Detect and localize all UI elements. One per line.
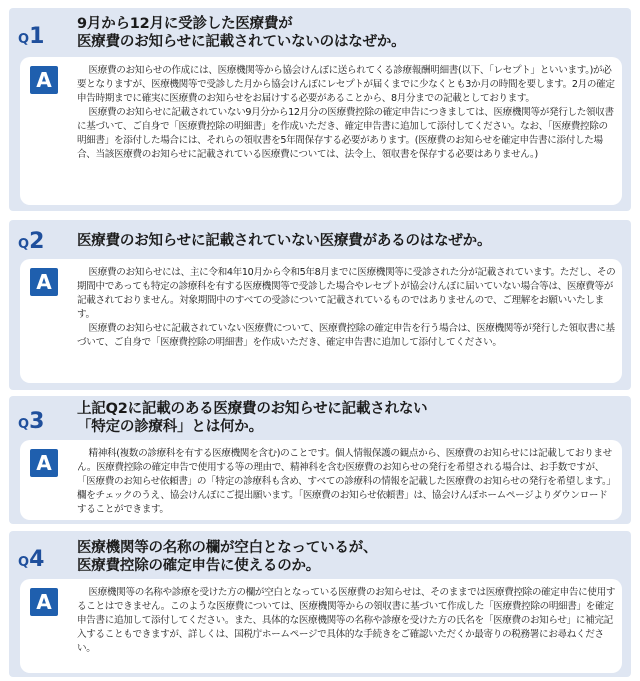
answer-3-paragraph-1: 精神科(複数の診療科を有する医療機関を含む)のことです。個人情報保護の観点から、医療費のお知らせには記載しておりません。医療費控除の確定申告で使用する等の理由で、精神科を含む医療費のお知らせの発行を希望される場合は、お手数ですが、「医療費のお知らせ依頼書」の「特定の診療科も含め、すべての診療科の情報を記載した医療費のお知らせの発行を希望します。」欄をチェックのうえ、協会けんぽにご提出願います。「医療費のお知らせ依頼書」は、協会けんぽホームページよりダウンロードすることができます。 — [77, 448, 616, 515]
q3-label: Q3 — [18, 409, 45, 434]
answer-4-text — [77, 586, 616, 656]
a2-badge: A — [30, 268, 58, 296]
q2-label: Q2 — [18, 229, 45, 254]
answer-1-paragraph-2: 医療費のお知らせに記載されていない9月分から12月分の医療費控除の確定申告につきましては、医療機関等が発行した領収書に基づいて、ご自身で「医療費控除の明細書」を作成いただき、確定申告書に追加して添付してください。なお、「医療費控除の明細書」を添付した場合には、それらの領収書を5年間保存する必要があります。(医療費のお知らせを確定申告書に添付した場合、当該医療費のお知らせに記載されている医療費については、法令上、領収書を保存する必要はありません。) — [77, 107, 614, 160]
q4-title-line-1: 医療機関等の名称の欄が空白となっているが、 — [77, 540, 378, 556]
q3-title-line-2: 「特定の診療科」とは何か。 — [77, 419, 263, 435]
answer-3-text — [77, 447, 616, 517]
answer-3 — [20, 440, 622, 520]
a4-badge: A — [30, 588, 58, 616]
answer-2 — [20, 259, 622, 383]
a3-badge: A — [30, 449, 58, 477]
qa-item-2 — [9, 220, 631, 390]
q4-title-line-2: 医療費控除の確定申告に使えるのか。 — [77, 558, 321, 574]
q4-label: Q4 — [18, 547, 45, 572]
q1-title — [77, 15, 623, 51]
answer-2-text — [77, 266, 616, 350]
q3-title — [77, 400, 623, 436]
q1-label: Q1 — [18, 24, 45, 49]
answer-4-paragraph-1: 医療機関等の名称や診療を受けた方の欄が空白となっている医療費のお知らせは、そのままでは医療費控除の確定申告に使用することはできません。このような医療費については、医療機関等からの領収書に基づいて作成した「医療費控除の明細書」を確定申告書に追加して添付してください。また、具体的な医療機関等の名称や診療を受けた方の氏名を「医療費のお知らせ」に補完記入することもできますが、詳しくは、国税庁ホームページで具体的な手続きをご確認いただくか最寄りの税務署にお尋ねください。 — [77, 587, 616, 654]
q1-title-line-2: 医療費のお知らせに記載されていないのはなぜか。 — [77, 34, 406, 50]
q2-title — [77, 232, 623, 250]
q1-title-line-1: 9月から12月に受診した医療費が — [77, 16, 293, 32]
q4-title — [77, 539, 623, 575]
qa-item-3 — [9, 396, 631, 524]
qa-item-1 — [9, 8, 631, 211]
q2-title-line-1: 医療費のお知らせに記載されていない医療費があるのはなぜか。 — [77, 233, 492, 249]
qa-item-4 — [9, 531, 631, 677]
answer-4 — [20, 579, 622, 673]
q3-title-line-1: 上記Q2に記載のある医療費のお知らせに記載されない — [77, 401, 428, 417]
answer-1-paragraph-1: 医療費のお知らせの作成には、医療機関等から協会けんぽに送られてくる診療報酬明細書(以下、「レセプト」といいます。)が必要となりますが、医療機関等で受診した月から協会けんぽにレセプトが届くまでに少なくとも3か月の時間を要します。2月の確定申告時期までに確実に医療費のお知らせをお届けする必要があることから、8月分までの記載としております。 — [77, 65, 615, 104]
answer-2-paragraph-1: 医療費のお知らせには、主に令和4年10月から令和5年8月までに医療機関等に受診された分が記載されています。ただし、その期間中であっても特定の診療科を有する医療機関等で受診した場合やレセプトが協会けんぽに届いていない場合等は、医療費等が記載されておりません。対象期間中のすべての受診について記載されているものではありませんので、ご理解をお願いいたします。 — [77, 267, 616, 320]
answer-1 — [20, 57, 622, 205]
answer-1-text — [77, 64, 616, 162]
a1-badge: A — [30, 66, 58, 94]
answer-2-paragraph-2: 医療費のお知らせに記載されていない医療費について、医療費控除の確定申告を行う場合は、医療機関等が発行した領収書に基づいて、ご自身で「医療費控除の明細書」を作成いただき、確定申告書に追加して添付してください。 — [77, 323, 615, 348]
